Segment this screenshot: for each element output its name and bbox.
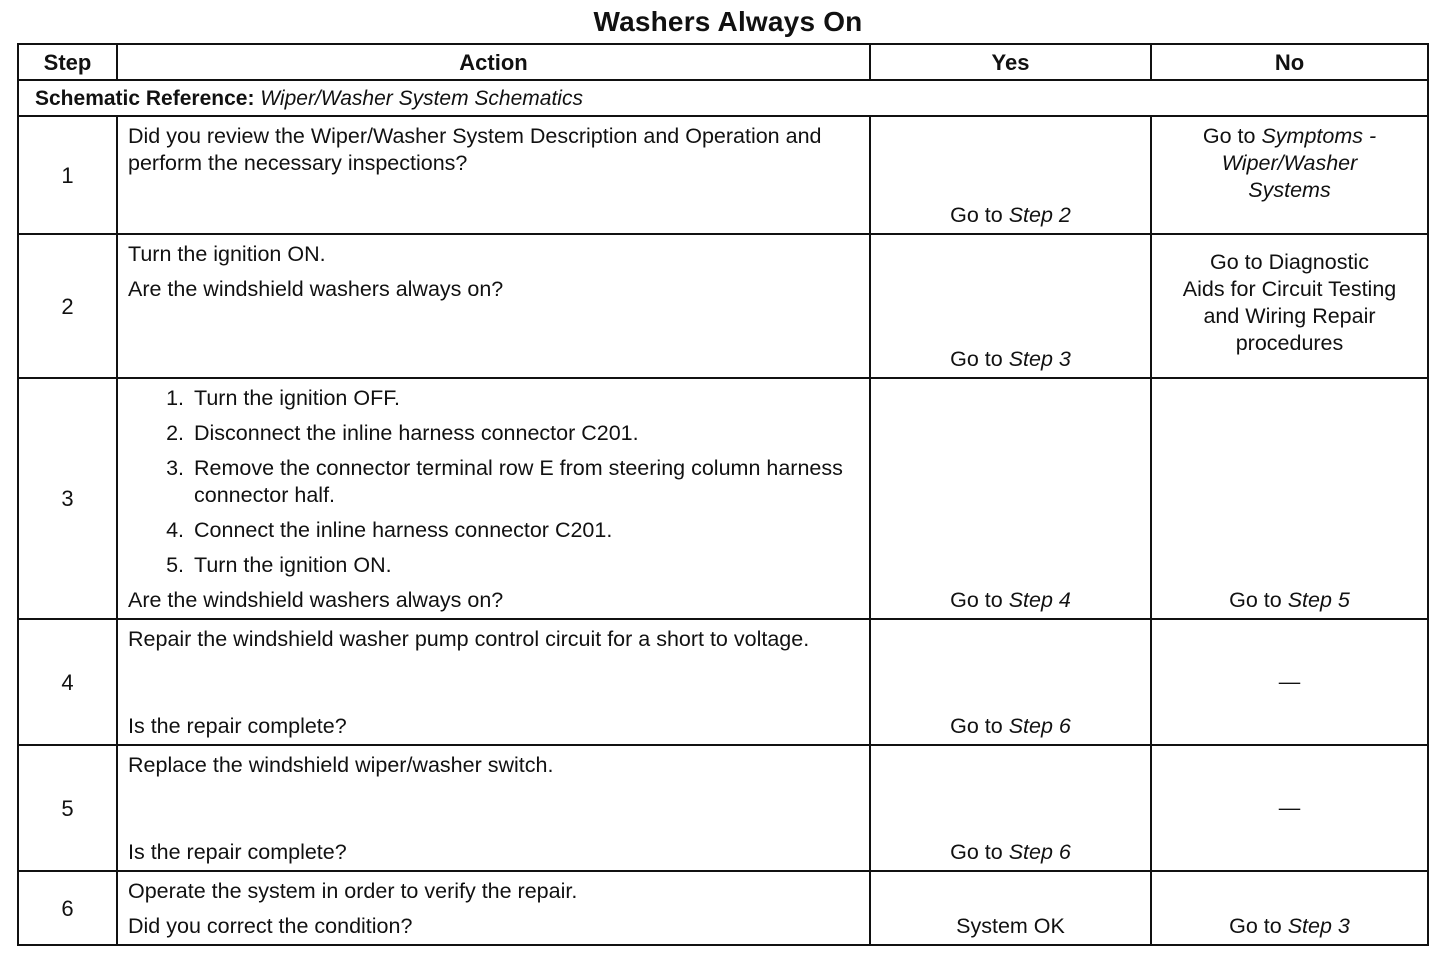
- yes-result: System OK: [956, 914, 1065, 938]
- action-text: Replace the windshield wiper/washer switch.: [128, 753, 554, 777]
- list-item: 4. Connect the inline harness connector C201.: [166, 518, 613, 542]
- no-cell: [1151, 116, 1428, 234]
- table-row: [18, 745, 1428, 871]
- no-cell: [1151, 378, 1428, 619]
- step-number: 5: [18, 745, 117, 871]
- yes-goto[interactable]: Go to Step 2: [950, 203, 1071, 227]
- action-question: Are the windshield washers always on?: [128, 277, 504, 301]
- action-cell: [117, 871, 870, 945]
- table-row: [18, 234, 1428, 378]
- yes-cell: [870, 378, 1151, 619]
- no-goto[interactable]: Go to Symptoms - Wiper/Washer Systems: [1202, 124, 1377, 202]
- no-cell: [1151, 619, 1428, 745]
- no-goto[interactable]: Go to Diagnostic Aids for Circuit Testing and Wiring Repair procedures: [1182, 250, 1397, 355]
- yes-goto[interactable]: Go to Step 4: [950, 588, 1071, 612]
- yes-cell: [870, 871, 1151, 945]
- table-row: [18, 116, 1428, 234]
- action-question: Did you correct the condition?: [128, 914, 413, 938]
- diagnostic-table: [17, 43, 1429, 946]
- action-question: Are the windshield washers always on?: [128, 588, 504, 612]
- no-goto[interactable]: Go to Step 5: [1229, 588, 1350, 612]
- action-cell: [117, 234, 870, 378]
- header-no: No: [1151, 44, 1428, 80]
- header-row: [18, 44, 1428, 80]
- action-text: Turn the ignition ON.: [128, 242, 326, 266]
- yes-cell: [870, 745, 1151, 871]
- table-row: [18, 378, 1428, 619]
- header-action: Action: [117, 44, 870, 80]
- yes-goto[interactable]: Go to Step 6: [950, 840, 1071, 864]
- table-row: [18, 619, 1428, 745]
- action-cell: [117, 619, 870, 745]
- action-text: Repair the windshield washer pump control circuit for a short to voltage.: [128, 627, 810, 651]
- yes-cell: [870, 619, 1151, 745]
- step-number: 3: [18, 378, 117, 619]
- substep-list: [128, 385, 859, 579]
- header-yes: Yes: [870, 44, 1151, 80]
- no-goto[interactable]: Go to Step 3: [1229, 914, 1350, 938]
- schematic-label: Schematic Reference:: [35, 86, 255, 110]
- list-item: 2. Disconnect the inline harness connector C201.: [166, 421, 639, 445]
- step-number: 1: [18, 116, 117, 234]
- action-cell: [117, 116, 870, 234]
- action-question: Is the repair complete?: [128, 714, 347, 738]
- step-number: 4: [18, 619, 117, 745]
- action-text: Operate the system in order to verify the repair.: [128, 879, 578, 903]
- page-title: Washers Always On: [593, 6, 863, 37]
- yes-goto[interactable]: Go to Step 6: [950, 714, 1071, 738]
- no-cell: [1151, 745, 1428, 871]
- list-item: 5. Turn the ignition ON.: [166, 553, 392, 577]
- action-question: Is the repair complete?: [128, 840, 347, 864]
- no-dash: —: [1278, 669, 1301, 694]
- action-cell: [117, 745, 870, 871]
- action-text: Did you review the Wiper/Washer System Description and Operation and perform the necessary inspections?: [128, 124, 822, 175]
- schematic-link[interactable]: Wiper/Washer System Schematics: [260, 86, 583, 110]
- header-step: Step: [18, 44, 117, 80]
- table-row: [18, 871, 1428, 945]
- yes-cell: [870, 116, 1151, 234]
- no-cell: [1151, 871, 1428, 945]
- step-number: 6: [18, 871, 117, 945]
- yes-cell: [870, 234, 1151, 378]
- yes-goto[interactable]: Go to Step 3: [950, 347, 1071, 371]
- no-cell: [1151, 234, 1428, 378]
- step-number: 2: [18, 234, 117, 378]
- list-item: 1. Turn the ignition OFF.: [166, 386, 400, 410]
- no-dash: —: [1278, 795, 1301, 820]
- schematic-reference: [18, 80, 1428, 116]
- list-item: 3. Remove the connector terminal row E from steering column harness connector half.: [166, 456, 843, 507]
- schematic-row: [18, 80, 1428, 116]
- action-cell: [117, 378, 870, 619]
